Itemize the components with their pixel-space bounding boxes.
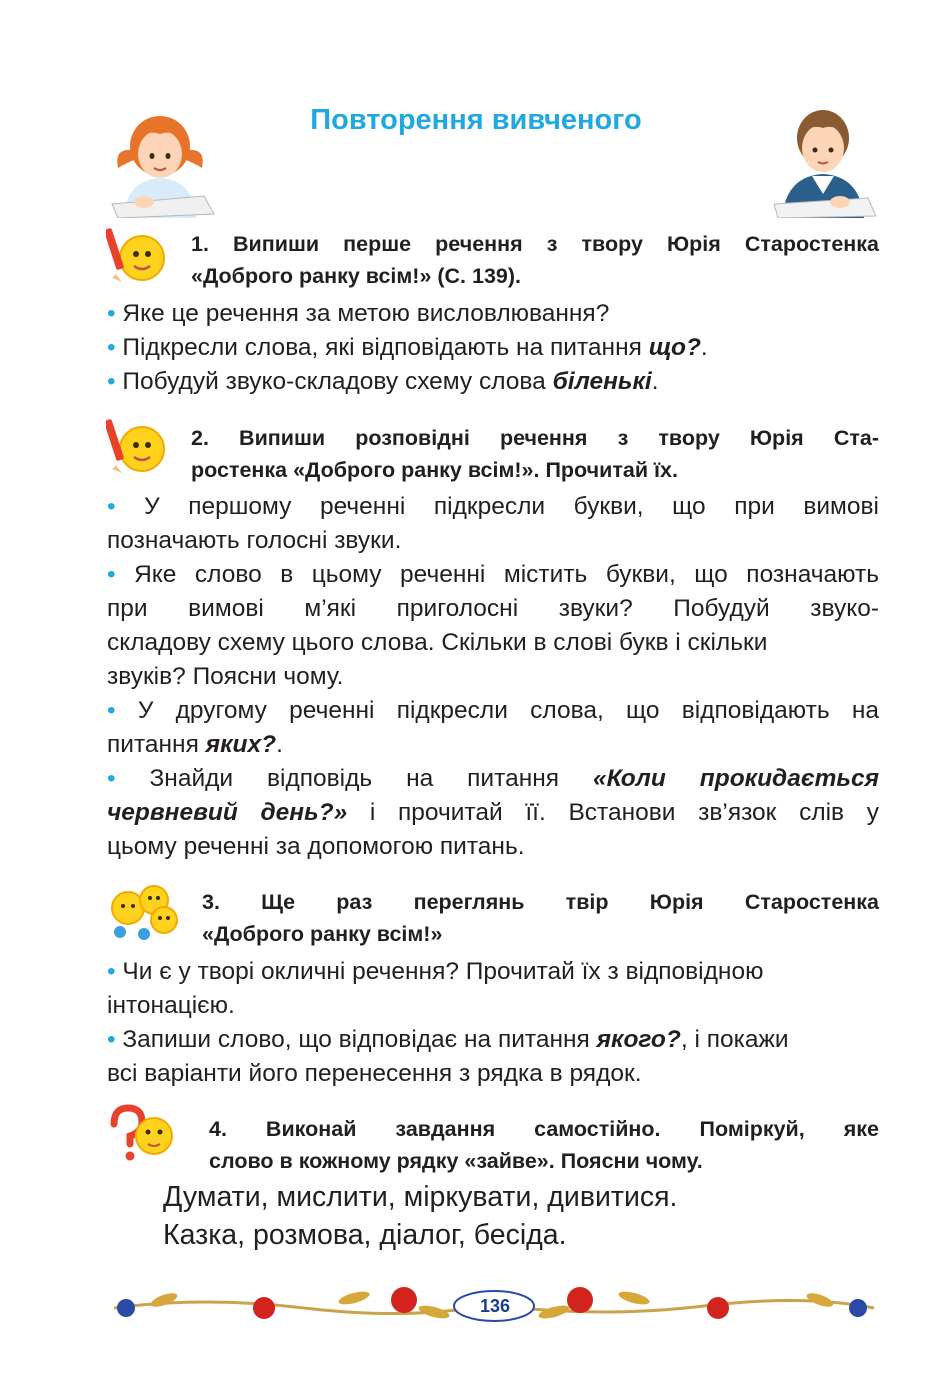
bullet-icon: • xyxy=(107,493,116,520)
task-1-heading xyxy=(191,228,879,292)
task-1-bullet-1: • Яке це речення за метою висловлювання? xyxy=(107,300,610,327)
bullet-icon: • xyxy=(107,300,116,327)
task-3-line-4: всі варіанти його перенесення з рядка в рядок. xyxy=(107,1060,642,1087)
pencil-smiley-icon xyxy=(106,222,166,286)
task-2-line-4: при вимові м’які приголосні звуки? Побудуй звуко- xyxy=(107,595,879,622)
question-smiley-icon xyxy=(106,1102,176,1164)
task-1-heading-line-2: «Доброго ранку всім!» (С. 139). xyxy=(191,264,522,288)
girl-writing-illustration xyxy=(104,98,216,218)
task-2-line-7: • У другому реченні підкресли слова, що відповідають на xyxy=(107,697,879,724)
task-4-word-row-1: Думати, мислити, міркувати, дивитися. xyxy=(163,1181,678,1213)
bullet-icon: • xyxy=(107,765,116,792)
task-1-bullet-3: • Побудуй звуко-складову схему слова біленькі. xyxy=(107,368,659,395)
task-4-heading-line-2: слово в кожному рядку «зайве». Поясни чому. xyxy=(209,1149,703,1173)
task-3-line-1: • Чи є у творі окличні речення? Прочитай їх з відповідною xyxy=(107,958,764,985)
task-3-heading-line-1: 3. Ще раз переглянь твір Юрія Старостенка xyxy=(202,890,879,914)
task-2-line-1: • У першому реченні підкресли букви, що при вимові xyxy=(107,493,879,520)
bullet-icon: • xyxy=(107,1026,116,1053)
bullet-icon: • xyxy=(107,697,116,724)
page-number: 136 xyxy=(479,1296,511,1316)
task-4-heading-line-1: 4. Виконай завдання самостійно. Поміркуй, яке xyxy=(209,1117,879,1141)
task-2-line-6: звуків? Поясни чому. xyxy=(107,663,344,690)
bullet-icon: • xyxy=(107,334,116,361)
boy-writing-illustration xyxy=(768,98,878,218)
pencil-smiley-icon xyxy=(106,413,166,477)
task-2-line-2: позначають голосні звуки. xyxy=(107,527,402,554)
smiley-group-icon xyxy=(106,880,182,942)
task-2-line-3: • Яке слово в цьому реченні містить букви, що позначають xyxy=(107,561,879,588)
task-1-heading-line-1: 1. Випиши перше речення з твору Юрія Старостенка xyxy=(191,232,879,256)
task-3-heading xyxy=(202,886,879,950)
task-2-line-11: цьому реченні за допомогою питань. xyxy=(107,833,525,860)
task-2-heading xyxy=(191,422,879,486)
task-4-word-row-2: Казка, розмова, діалог, бесіда. xyxy=(163,1219,567,1251)
task-2-line-9: • Знайди відповідь на питання «Коли прокидається xyxy=(107,765,880,792)
task-2-heading-line-1: 2. Випиши розповідні речення з твору Юрія Ста- xyxy=(191,426,879,450)
task-2-line-8: питання яких?. xyxy=(107,731,283,758)
bullet-icon: • xyxy=(107,958,116,985)
task-2-line-5: складову схему цього слова. Скільки в слові букв і скільки xyxy=(107,629,768,656)
task-3-heading-line-2: «Доброго ранку всім!» xyxy=(202,922,443,946)
task-2-heading-line-2: ростенка «Доброго ранку всім!». Прочитай їх. xyxy=(191,458,678,482)
page-title: Повторення вивченого xyxy=(310,104,642,136)
bullet-icon: • xyxy=(107,561,116,588)
task-4-heading xyxy=(209,1113,879,1177)
task-3-line-3: • Запиши слово, що відповідає на питання якого?, і покажи xyxy=(107,1026,789,1053)
task-2-line-10: червневий день?» і прочитай її. Встанови зв’язок слів у xyxy=(107,799,879,826)
bullet-icon: • xyxy=(107,368,116,395)
task-3-line-2: інтонацією. xyxy=(107,992,235,1019)
task-1-bullet-2: • Підкресли слова, які відповідають на питання що?. xyxy=(107,334,708,361)
